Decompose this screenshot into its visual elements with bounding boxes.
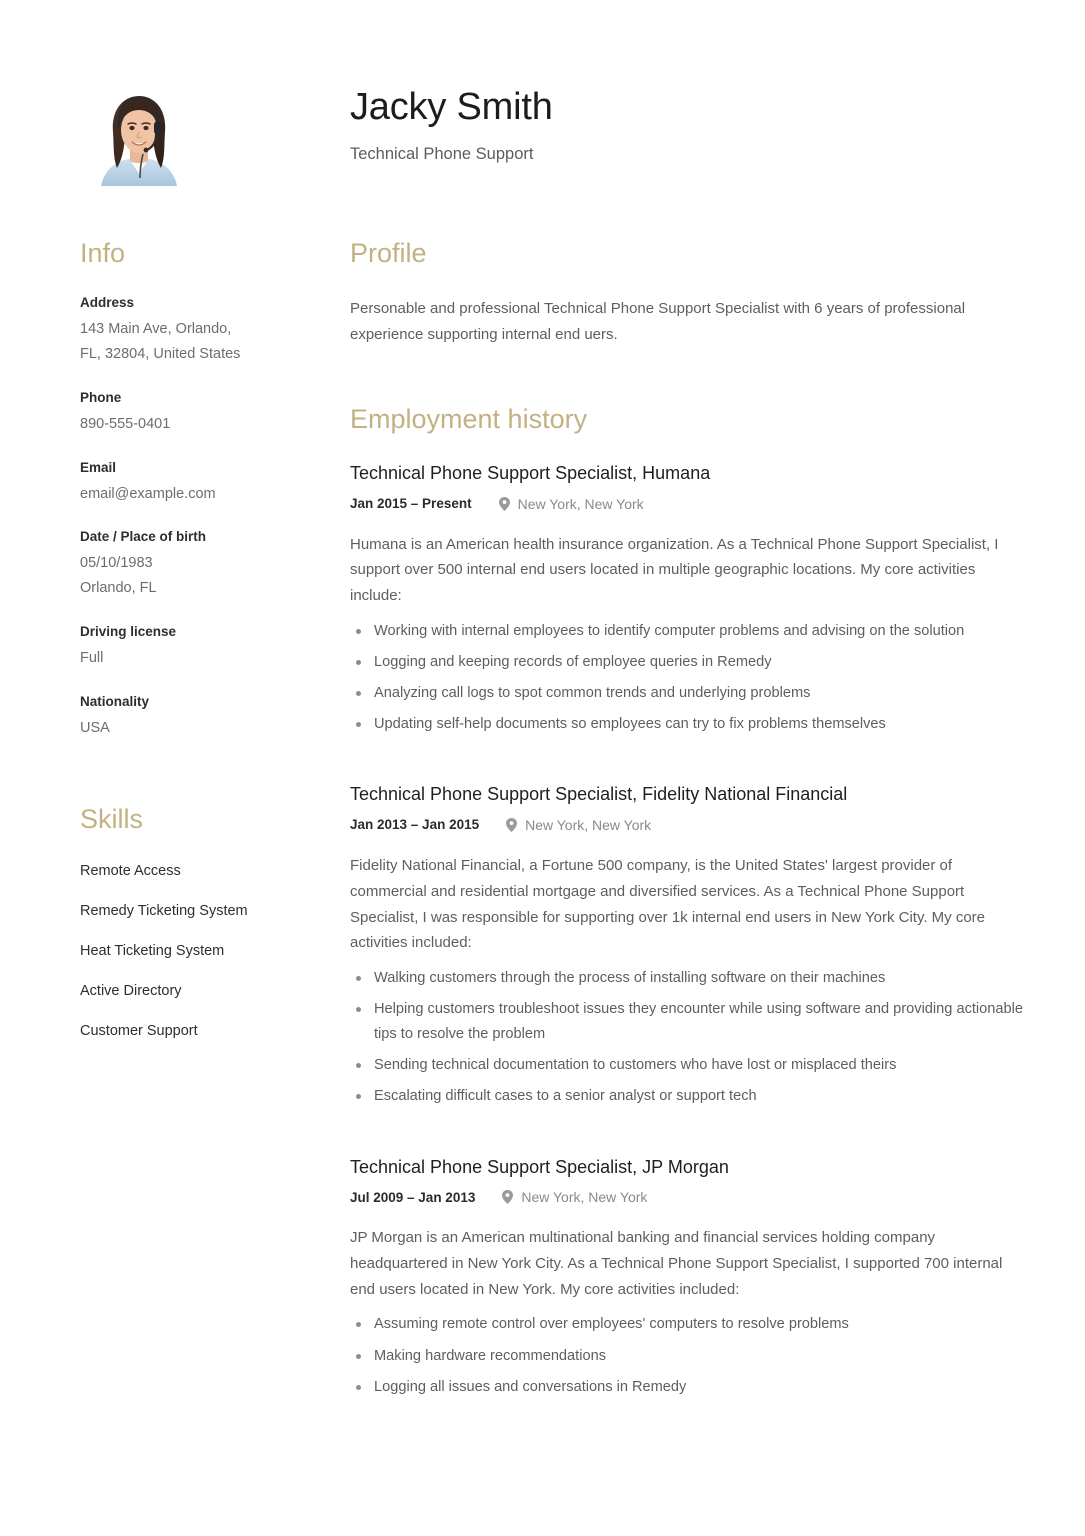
list-item: Making hardware recommendations [350,1344,1023,1369]
list-item: Assuming remote control over employees' computers to resolve problems [350,1312,1023,1337]
map-pin-icon [506,818,517,832]
employment-title: Technical Phone Support Specialist, Humana [350,463,711,484]
employment-entry [350,1156,1023,1400]
employment-bullets [350,619,1023,737]
employment-location-label: New York, New York [525,816,652,833]
info-item-birth [80,529,270,601]
list-item: Active Directory [80,982,182,999]
employment-title: Technical Phone Support Specialist, JP Morgan [350,1156,729,1177]
name-column [270,88,553,164]
photo-column [0,88,270,186]
list-item: Escalating difficult cases to a senior analyst or support tech [350,1084,1023,1109]
list-item: Customer Support [80,1022,198,1039]
employment-description: Fidelity National Financial, a Fortune 500 company, is the United States' largest provider of commercial and residential mortgage and diversified services. As a Technical Phone Support Specialist, I was responsible for supporting over 1k internal end users in New York City. My core activities included: [350,856,986,952]
info-value-line: 05/10/1983 [80,555,153,572]
employment-date-range: Jan 2013 – Jan 2015 [350,817,480,833]
employment-date-range: Jul 2009 – Jan 2013 [350,1189,476,1205]
info-item-address [80,295,270,367]
employment-entry [350,462,1023,737]
employment-location-label: New York, New York [517,495,644,512]
employment-bullets [350,1312,1023,1399]
list-item: Remote Access [80,862,181,879]
employment-title: Technical Phone Support Specialist, Fidelity National Financial [350,784,848,805]
section-title-info: Info [80,238,126,268]
map-pin-icon [499,497,510,511]
employment-description: JP Morgan is an American multinational banking and financial services holding company headquartered in New York City. As a Technical Phone Support Specialist, I supported 700 internal end users located in New York. My core activities included: [350,1229,1003,1298]
list-item: Logging all issues and conversations in Remedy [350,1375,1023,1400]
info-value [80,317,270,367]
list-item: Updating self-help documents so employees can try to fix problems themselves [350,712,1023,737]
info-label: Address [80,294,135,310]
info-value [80,646,270,671]
employment-description: Humana is an American health insurance organization. As a Technical Phone Support Specialist, I support over 500 internal end users located in multiple geographic locations. My core activities include: [350,535,999,605]
list-item: Working with internal employees to identify computer problems and advising on the solution [350,619,1023,644]
list-item: Analyzing call logs to spot common trends and underlying problems [350,681,1023,706]
list-item: Logging and keeping records of employee queries in Remedy [350,650,1023,675]
avatar [93,88,185,186]
info-value-line: USA [80,720,110,737]
info-value-line: Full [80,650,104,667]
info-label: Driving license [80,624,177,640]
info-label: Nationality [80,694,150,710]
employment-meta [350,496,1023,512]
info-label: Phone [80,389,122,405]
skills-list [80,863,270,1039]
info-value-line: email@example.com [80,485,216,502]
list-item: Heat Ticketing System [80,942,225,959]
resume-header [0,0,1085,186]
list-item: Sending technical documentation to customers who have lost or misplaced theirs [350,1053,1023,1078]
info-value [80,412,270,437]
sidebar [0,239,270,1063]
list-item: Remedy Ticketing System [80,902,248,919]
employment-meta [350,817,1023,833]
info-value [80,716,270,741]
list-item: Walking customers through the process of installing software on their machines [350,966,1023,991]
employment-location [506,817,651,833]
info-label: Email [80,459,117,475]
main-content [270,239,1085,1406]
info-list [80,295,270,742]
employment-location-label: New York, New York [521,1189,648,1206]
info-value-line: Orlando, FL [80,580,157,597]
info-label: Date / Place of birth [80,529,207,545]
info-item-phone [80,390,270,437]
list-item: Helping customers troubleshoot issues they encounter while using software and providing actionable tips to resolve the problem [350,997,1023,1047]
section-title-profile: Profile [350,238,427,268]
employment-bullets [350,966,1023,1109]
employment-entry [350,783,1023,1109]
section-title-employment-history: Employment history [350,404,588,435]
page-title: Jacky Smith [350,86,553,128]
content-columns [0,239,1085,1406]
info-value-line: 890-555-0401 [80,415,171,432]
employment-date-range: Jan 2015 – Present [350,496,472,512]
info-item-nationality [80,694,270,741]
profile-text: Personable and professional Technical Phone Support Specialist with 6 years of professional experience supporting internal end uers. [350,299,966,344]
profile-photo-illustration [93,88,185,186]
section-title-skills: Skills [80,804,144,835]
map-pin-icon [502,1190,513,1204]
info-item-email [80,460,270,507]
employment-meta [350,1189,1023,1205]
header-job-title: Technical Phone Support [350,144,534,163]
info-item-driving-license [80,624,270,671]
info-value [80,551,270,601]
employment-location [502,1189,647,1205]
info-value-line: FL, 32804, United States [80,345,241,362]
employment-location [499,496,644,512]
info-value-line: 143 Main Ave, Orlando, [80,320,232,337]
info-value [80,482,270,507]
